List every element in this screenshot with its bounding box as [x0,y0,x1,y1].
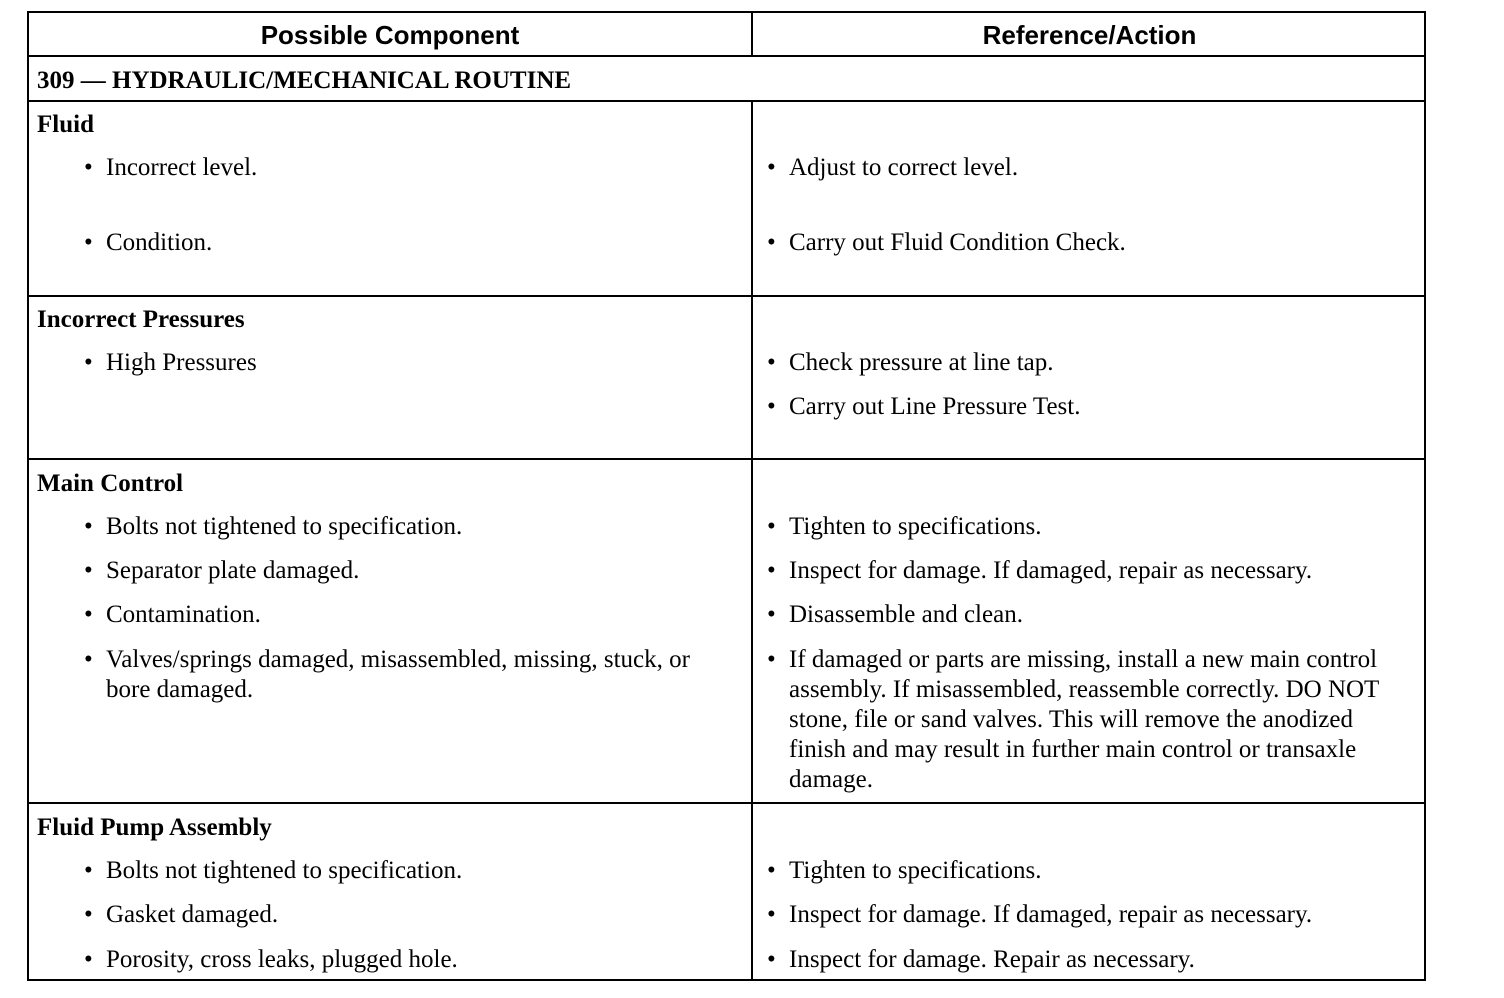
component-item [84,900,704,930]
action-item [767,556,1407,586]
action-item [767,228,1407,258]
component-item [84,512,704,542]
component-text: Contamination. [106,601,261,628]
action-item [767,945,1407,975]
action-text: Inspect for damage. Repair as necessary. [789,946,1195,973]
component-item [84,348,704,378]
bullet: • [767,349,776,376]
group-title-fluid-pump-assembly: Fluid Pump Assembly [37,814,272,841]
column-divider [751,100,753,979]
action-text: If damaged or parts are missing, install a new main control assembly. If misassembled, reassemble correctly. DO NOT stone, file or sand valves. This will remove the anodized finish and may result in further main control or transaxle damage. [789,646,1379,793]
bullet: • [767,946,776,973]
component-text: Valves/springs damaged, misassembled, missing, stuck, or bore damaged. [106,646,690,703]
action-text: Inspect for damage. If damaged, repair as necessary. [789,557,1313,584]
component-item [84,153,704,183]
bullet: • [84,901,93,928]
action-item [767,153,1407,183]
bullet: • [767,601,776,628]
bullet: • [84,154,93,181]
group-title-incorrect-pressures: Incorrect Pressures [37,306,245,333]
column-divider [751,13,753,57]
header-divider [29,55,1424,57]
bullet: • [767,229,776,256]
group-title-main-control: Main Control [37,470,184,497]
component-text: Gasket damaged. [106,901,279,928]
component-text: Bolts not tightened to specification. [106,513,463,540]
component-item [84,228,704,258]
action-text: Tighten to specifications. [789,513,1042,540]
action-item [767,392,1407,422]
component-item [84,556,704,586]
column-header-action: Reference/Action [982,20,1197,50]
group-divider [29,458,1424,460]
action-text: Inspect for damage. If damaged, repair as necessary. [789,901,1313,928]
action-item [767,900,1407,930]
section-title: 309 — HYDRAULIC/MECHANICAL ROUTINE [37,67,572,94]
bullet: • [84,513,93,540]
bullet: • [767,393,776,420]
component-text: High Pressures [106,349,257,376]
action-text: Disassemble and clean. [789,601,1023,628]
bullet: • [84,946,93,973]
bullet: • [84,557,93,584]
bullet: • [767,646,776,673]
column-header-component: Possible Component [260,20,520,50]
action-item [767,512,1407,542]
action-item [767,600,1407,630]
bullet: • [84,229,93,256]
bullet: • [767,901,776,928]
action-item [767,348,1407,378]
group-divider [29,802,1424,804]
component-text: Incorrect level. [106,154,258,181]
bullet: • [767,557,776,584]
bullet: • [84,646,93,673]
action-text: Carry out Line Pressure Test. [789,393,1081,420]
bullet: • [84,857,93,884]
action-item [767,856,1407,886]
bullet: • [767,857,776,884]
component-text: Bolts not tightened to specification. [106,857,463,884]
action-text: Check pressure at line tap. [789,349,1054,376]
component-item [84,600,704,630]
component-item [84,856,704,886]
bullet: • [84,601,93,628]
action-text: Adjust to correct level. [789,154,1019,181]
bullet: • [84,349,93,376]
group-title-fluid: Fluid [37,111,94,138]
bullet: • [767,513,776,540]
component-text: Porosity, cross leaks, plugged hole. [106,946,458,973]
action-item [767,645,1397,795]
component-text: Condition. [106,229,213,256]
group-divider [29,295,1424,297]
component-item [84,945,704,975]
component-item [84,645,694,705]
section-divider [29,100,1424,102]
action-text: Tighten to specifications. [789,857,1042,884]
bullet: • [767,154,776,181]
diagnosis-table [27,11,1426,981]
component-text: Separator plate damaged. [106,557,360,584]
action-text: Carry out Fluid Condition Check. [789,229,1126,256]
